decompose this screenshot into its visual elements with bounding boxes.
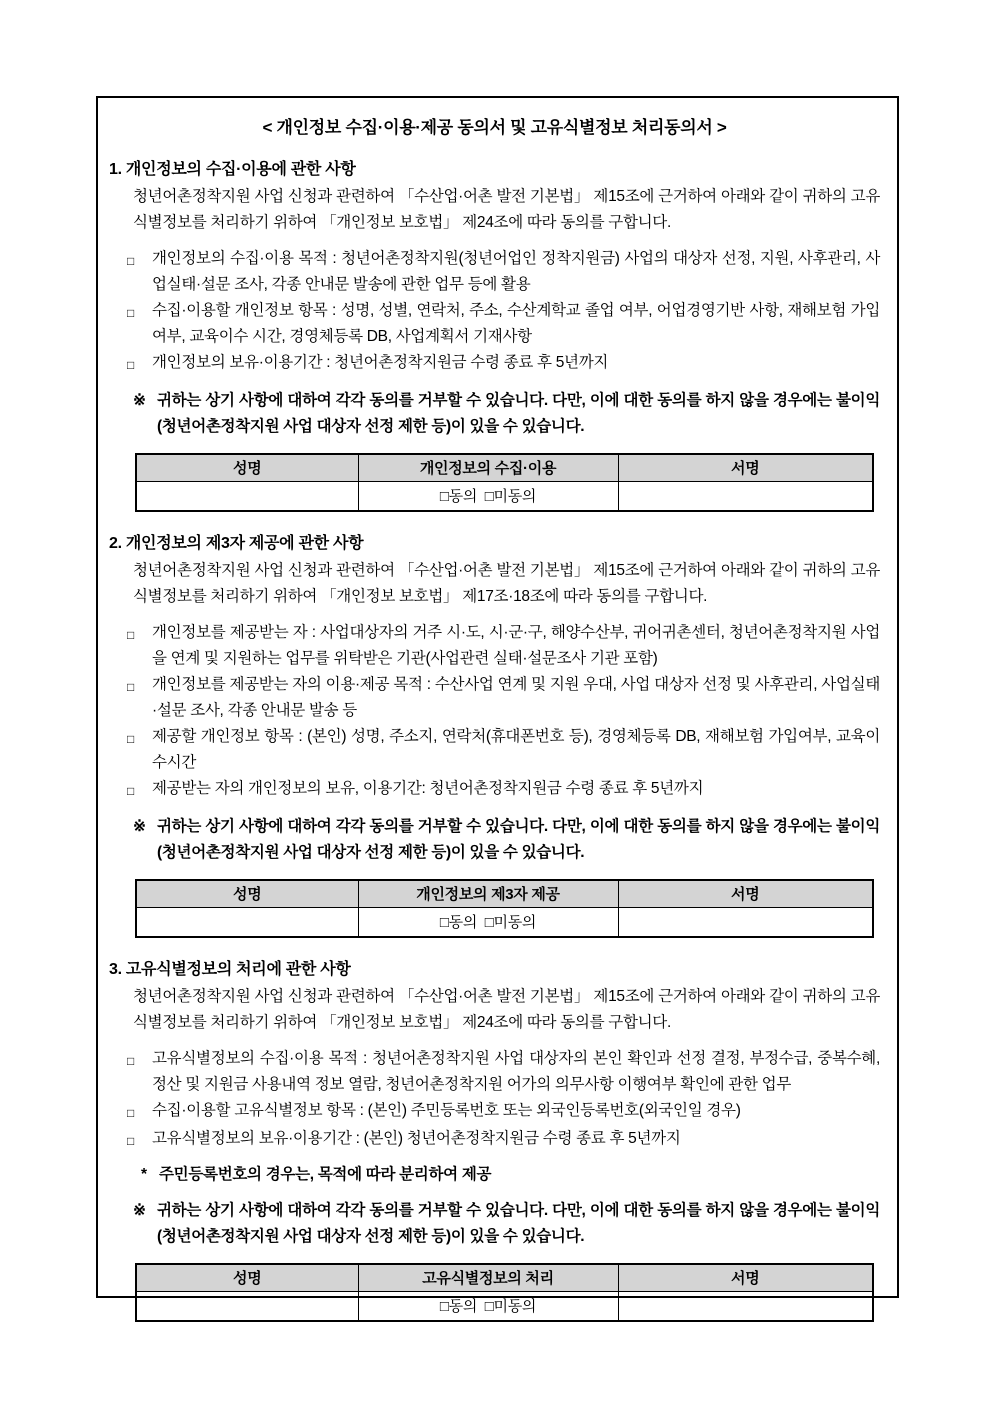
table-header-row xyxy=(136,1264,873,1291)
square-bullet-icon: □ xyxy=(127,680,134,694)
refusal-note xyxy=(133,388,880,440)
col-header-consent: 개인정보의 수집·이용 xyxy=(358,454,618,481)
note-text: 귀하는 상기 사항에 대하여 각각 동의를 거부할 수 있습니다. 다만, 이에 대한 동의를 하지 않을 경우에는 불이익(청년어촌정착지원 사업 대상자 선정 제한 등)이 있을 수 있습니다. xyxy=(157,392,880,435)
col-header-name: 성명 xyxy=(136,454,358,481)
signature-cell xyxy=(618,481,873,511)
square-bullet-icon: □ xyxy=(127,1106,134,1120)
bullet-item xyxy=(127,246,880,298)
reference-mark-icon: ※ xyxy=(133,818,146,835)
bullet-list xyxy=(109,620,880,804)
square-bullet-icon: □ xyxy=(127,306,134,320)
signature-cell xyxy=(618,907,873,937)
section-unique-id-processing xyxy=(109,957,880,1322)
jumin-separation-note xyxy=(141,1162,880,1188)
bullet-item xyxy=(127,724,880,776)
square-bullet-icon: □ xyxy=(127,784,134,798)
name-cell xyxy=(136,907,358,937)
col-header-consent: 개인정보의 제3자 제공 xyxy=(358,880,618,907)
refusal-note xyxy=(133,814,880,866)
bullet-item xyxy=(127,350,880,378)
section-intro: 청년어촌정착지원 사업 신청과 관련하여 「수산업·어촌 발전 기본법」 제15조에 근거하여 아래와 같이 귀하의 고유식별정보를 처리하기 위하여 「개인정보 보호법」 제24조에 따라 동의를 구합니다. xyxy=(133,988,880,1031)
table-row xyxy=(136,481,873,511)
consent-table-third-party xyxy=(135,879,874,938)
asterisk-icon: * xyxy=(141,1166,147,1183)
consent-options-cell: □동의 □미동의 xyxy=(358,1291,618,1321)
consent-table-unique-id xyxy=(135,1263,874,1322)
bullet-text: 개인정보를 제공받는 자의 이용·제공 목적 : 수산사업 연계 및 지원 우대, 사업 대상자 선정 및 사후관리, 사업실태·설문 조사, 각종 안내문 발송 등 xyxy=(152,676,880,719)
bullet-list xyxy=(109,1046,880,1154)
col-header-signature: 서명 xyxy=(618,880,873,907)
reference-mark-icon: ※ xyxy=(133,392,146,409)
table-header-row xyxy=(136,880,873,907)
bullet-text: 고유식별정보의 보유·이용기간 : (본인) 청년어촌정착지원금 수령 종료 후 5년까지 xyxy=(152,1130,681,1147)
document-title: < 개인정보 수집·이용·제공 동의서 및 고유식별정보 처리동의서 > xyxy=(262,118,727,137)
bullet-item xyxy=(127,298,880,350)
bullet-text: 고유식별정보의 수집·이용 목적 : 청년어촌정착지원 사업 대상자의 본인 확인과 선정 결정, 부정수급, 중복수혜, 정산 및 지원금 사용내역 정보 열람, 청년어촌정착지원 어가의 의무사항 이행여부 확인에 관한 업무 xyxy=(152,1050,880,1093)
note-text: 주민등록번호의 경우는, 목적에 따라 분리하여 제공 xyxy=(159,1166,492,1183)
bullet-text: 개인정보의 보유·이용기간 : 청년어촌정착지원금 수령 종료 후 5년까지 xyxy=(152,354,609,371)
bullet-item xyxy=(127,1046,880,1098)
section-intro: 청년어촌정착지원 사업 신청과 관련하여 「수산업·어촌 발전 기본법」 제15조에 근거하여 아래와 같이 귀하의 고유식별정보를 처리하기 위하여 「개인정보 보호법」 제17조·18조에 따라 동의를 구합니다. xyxy=(133,562,880,605)
document-sheet xyxy=(96,96,899,1316)
section-heading: 2. 개인정보의 제3자 제공에 관한 사항 xyxy=(109,535,364,552)
bullet-item xyxy=(127,1126,880,1154)
bullet-text: 제공받는 자의 개인정보의 보유, 이용기간: 청년어촌정착지원금 수령 종료 후 5년까지 xyxy=(152,780,704,797)
col-header-signature: 서명 xyxy=(618,454,873,481)
reference-mark-icon: ※ xyxy=(133,1202,146,1219)
refusal-note xyxy=(133,1198,880,1250)
table-header-row xyxy=(136,454,873,481)
section-intro: 청년어촌정착지원 사업 신청과 관련하여 「수산업·어촌 발전 기본법」 제15조에 근거하여 아래와 같이 귀하의 고유식별정보를 처리하기 위하여 「개인정보 보호법」 제24조에 따라 동의를 구합니다. xyxy=(133,188,880,231)
bullet-text: 개인정보를 제공받는 자 : 사업대상자의 거주 시·도, 시·군·구, 해양수산부, 귀어귀촌센터, 청년어촌정착지원 사업을 연계 및 지원하는 업무를 위탁받은 기관(사업관련 실태·설문조사 기관 포함) xyxy=(152,624,880,667)
consent-options-cell: □동의 □미동의 xyxy=(358,907,618,937)
square-bullet-icon: □ xyxy=(127,732,134,746)
name-cell xyxy=(136,481,358,511)
section-heading: 1. 개인정보의 수집·이용에 관한 사항 xyxy=(109,161,356,178)
square-bullet-icon: □ xyxy=(127,358,134,372)
signature-cell xyxy=(618,1291,873,1321)
section-third-party-provision xyxy=(109,531,880,938)
square-bullet-icon: □ xyxy=(127,1134,134,1148)
bullet-text: 제공할 개인정보 항목 : (본인) 성명, 주소지, 연락처(휴대폰번호 등), 경영체등록 DB, 재해보험 가입여부, 교육이수시간 xyxy=(152,728,880,771)
col-header-signature: 서명 xyxy=(618,1264,873,1291)
bullet-text: 수집·이용할 개인정보 항목 : 성명, 성별, 연락처, 주소, 수산계학교 졸업 여부, 어업경영기반 사항, 재해보험 가입여부, 교육이수 시간, 경영체등록 DB, 사업계획서 기재사항 xyxy=(152,302,880,345)
section-heading: 3. 고유식별정보의 처리에 관한 사항 xyxy=(109,961,351,978)
name-cell xyxy=(136,1291,358,1321)
col-header-consent: 고유식별정보의 처리 xyxy=(358,1264,618,1291)
bullet-item xyxy=(127,620,880,672)
bullet-text: 개인정보의 수집·이용 목적 : 청년어촌정착지원(청년어업인 정착지원금) 사업의 대상자 선정, 지원, 사후관리, 사업실태·설문 조사, 각종 안내문 발송에 관한 업무 등에 활용 xyxy=(152,250,880,293)
square-bullet-icon: □ xyxy=(127,628,134,642)
table-row xyxy=(136,1291,873,1321)
consent-options-cell: □동의 □미동의 xyxy=(358,481,618,511)
col-header-name: 성명 xyxy=(136,880,358,907)
square-bullet-icon: □ xyxy=(127,254,134,268)
note-text: 귀하는 상기 사항에 대하여 각각 동의를 거부할 수 있습니다. 다만, 이에 대한 동의를 하지 않을 경우에는 불이익(청년어촌정착지원 사업 대상자 선정 제한 등)이 있을 수 있습니다. xyxy=(157,1202,880,1245)
bullet-item xyxy=(127,776,880,804)
square-bullet-icon: □ xyxy=(127,1054,134,1068)
consent-table-collection-use xyxy=(135,453,874,512)
bullet-text: 수집·이용할 고유식별정보 항목 : (본인) 주민등록번호 또는 외국인등록번호(외국인일 경우) xyxy=(152,1102,741,1119)
bullet-item xyxy=(127,1098,880,1126)
table-row xyxy=(136,907,873,937)
bullet-item xyxy=(127,672,880,724)
section-personal-info-collection xyxy=(109,157,880,512)
col-header-name: 성명 xyxy=(136,1264,358,1291)
bullet-list xyxy=(109,246,880,378)
note-text: 귀하는 상기 사항에 대하여 각각 동의를 거부할 수 있습니다. 다만, 이에 대한 동의를 하지 않을 경우에는 불이익(청년어촌정착지원 사업 대상자 선정 제한 등)이 있을 수 있습니다. xyxy=(157,818,880,861)
